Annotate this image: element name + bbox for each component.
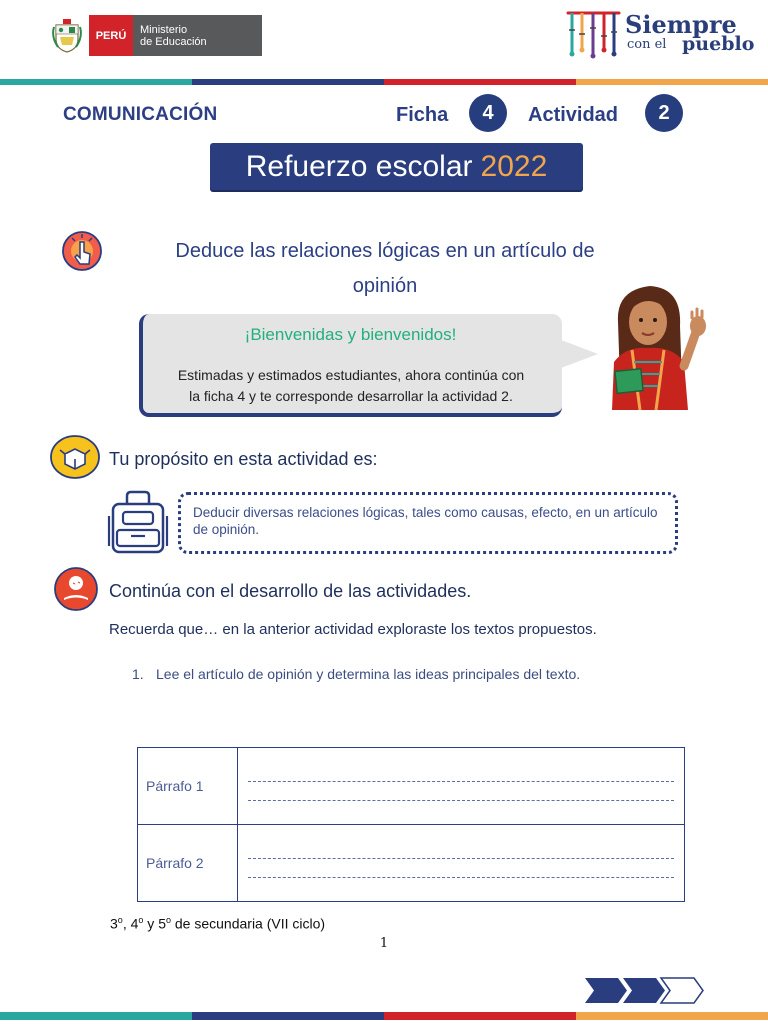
paragraph-ideas-table [137, 747, 685, 902]
instruction-number: 1. [132, 666, 144, 682]
ordinal-mark: o [138, 915, 144, 925]
student-girl-illustration [598, 282, 710, 410]
grade-rest: de secundaria (VII ciclo) [174, 915, 326, 932]
answer-line [248, 867, 674, 878]
grade-5: 5 [158, 915, 166, 932]
open-box-icon [50, 434, 100, 480]
welcome-text-line-2: la ficha 4 y te corresponde desarrollar la actividad 2. [189, 388, 513, 404]
welcome-text [145, 365, 557, 407]
purpose-heading: Tu propósito en esta actividad es: [109, 449, 378, 469]
stripe-segment [192, 1012, 384, 1020]
stripe-segment [384, 1012, 576, 1020]
section-title-line-2: opinión [352, 275, 418, 297]
backpack-icon [107, 490, 169, 556]
actividad-number-badge: 2 [645, 94, 683, 132]
grade-4: 4 [130, 915, 139, 932]
footer-color-stripe [0, 1012, 768, 1020]
separator: , [122, 915, 127, 932]
subject-title: COMUNICACIÓN [63, 104, 218, 125]
reminder-text: Recuerda que… en la anterior actividad exploraste los textos propuestos. [109, 621, 597, 638]
slogan-line-2a: con el [627, 37, 667, 52]
peru-coat-of-arms-icon [52, 17, 82, 53]
row-label: Párrafo 2 [138, 825, 238, 902]
answer-lines[interactable] [238, 825, 685, 902]
ministerio-label [133, 15, 262, 56]
section-title [140, 234, 630, 304]
stripe-segment [0, 79, 192, 85]
page-number: 1 [379, 936, 389, 951]
answer-line [248, 848, 674, 859]
table-row [138, 825, 685, 902]
ministerio-line-1: Ministerio [140, 23, 188, 36]
row-label: Párrafo 1 [138, 748, 238, 825]
slogan-line-1: Siempre [625, 10, 737, 39]
section-title-line-1: Deduce las relaciones lógicas en un artículo de [175, 240, 595, 262]
stripe-segment [576, 79, 768, 85]
banner-year: 2022 [480, 149, 548, 183]
ordinal-mark: o [165, 915, 171, 925]
peru-label: PERÚ [89, 15, 133, 56]
stripe-segment [0, 1012, 192, 1020]
table-row [138, 748, 685, 825]
stripe-segment [384, 79, 576, 85]
banner-text: Refuerzo escolar [245, 149, 473, 183]
page-header [0, 0, 768, 80]
answer-line [248, 771, 674, 782]
actividad-label: Actividad [528, 104, 619, 126]
purpose-text-box: Deducir diversas relaciones lógicas, tales como causas, efecto, en un artículo de opinión. [178, 492, 678, 554]
welcome-title: ¡Bienvenidas y bienvenidos! [244, 325, 457, 344]
refuerzo-banner [210, 143, 583, 190]
slogan-line-2b: pueblo [682, 33, 755, 55]
ministerio-line-2: de Educación [140, 35, 207, 48]
instruction-text: Lee el artículo de opinión y determina las ideas principales del texto. [156, 666, 581, 682]
continue-heading: Continúa con el desarrollo de las actividades. [109, 581, 472, 601]
chevron-arrows-icon [584, 977, 708, 1004]
stripe-segment [192, 79, 384, 85]
header-color-stripe [0, 79, 768, 85]
grade-3: 3 [110, 915, 118, 932]
separator: y [147, 915, 155, 932]
siempre-logo-icon [566, 10, 621, 60]
answer-lines[interactable] [238, 748, 685, 825]
ficha-number-badge: 4 [469, 94, 507, 132]
stripe-segment [576, 1012, 768, 1020]
welcome-text-line-1: Estimadas y estimados estudiantes, ahora continúa con [177, 367, 525, 383]
answer-line [248, 790, 674, 801]
reading-student-icon [52, 566, 100, 612]
instruction-item [132, 666, 580, 682]
ordinal-mark: o [117, 915, 123, 925]
grade-level-text [110, 915, 325, 932]
touch-pointer-icon [58, 230, 106, 272]
ficha-label: Ficha [396, 104, 449, 126]
